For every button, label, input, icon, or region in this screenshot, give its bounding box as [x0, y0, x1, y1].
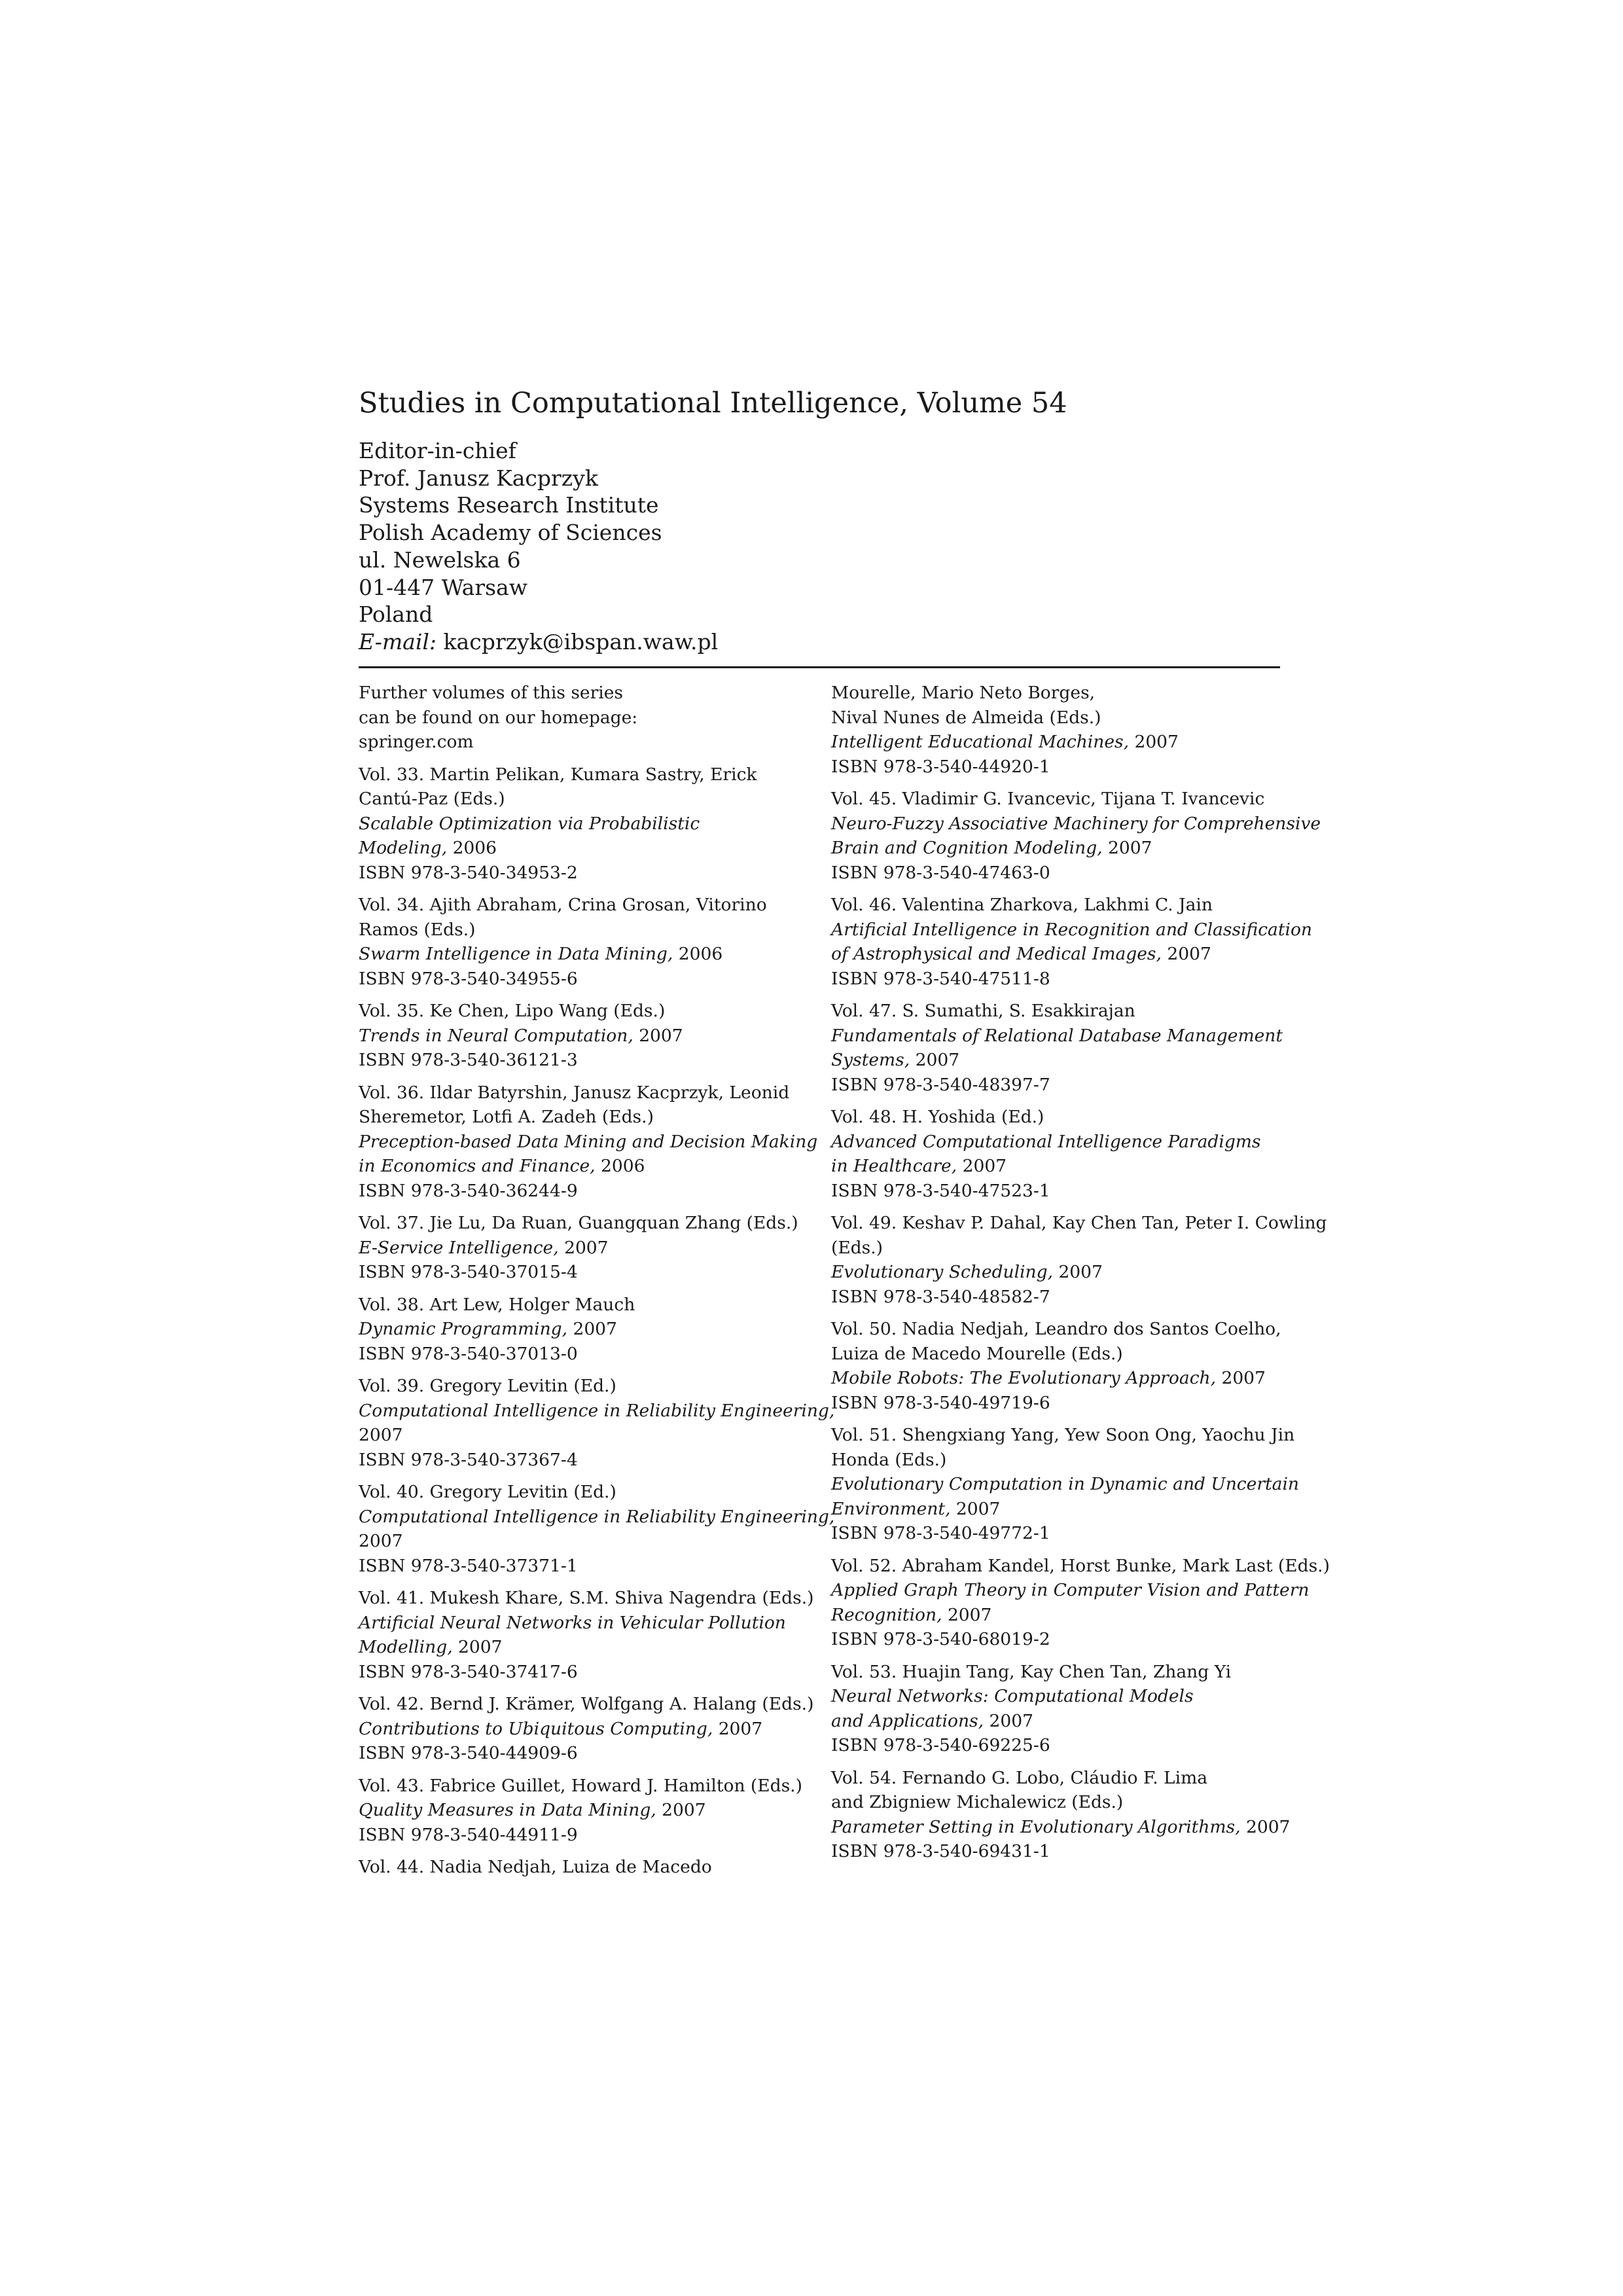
entry-line: 2007 — [359, 1425, 403, 1445]
volume-entry — [831, 1554, 1330, 1652]
entry-line: Vol. 39. Gregory Levitin (Ed.) — [359, 1376, 616, 1396]
entry-title-text: in Healthcare, — [831, 1156, 957, 1176]
entry-title-text: Dynamic Programming, — [359, 1319, 568, 1339]
entry-line: Vol. 49. Keshav P. Dahal, Kay Chen Tan, Peter I. Cowling — [831, 1213, 1327, 1233]
entry-line: Vol. 50. Nadia Nedjah, Leandro dos Santos Coelho, — [831, 1319, 1281, 1339]
volume-entry — [359, 1211, 810, 1285]
entry-line: Nival Nunes de Almeida (Eds.) — [831, 707, 1101, 728]
entry-line: Vol. 40. Gregory Levitin (Ed.) — [359, 1482, 616, 1502]
editor-name: Prof. Janusz Kacprzyk — [359, 465, 598, 491]
entry-line: ISBN 978-3-540-36244-9 — [359, 1180, 578, 1201]
entry-line: ISBN 978-3-540-69431-1 — [831, 1841, 1050, 1861]
entry-title-text: Contributions to Ubiquitous Computing, — [359, 1718, 713, 1739]
editor-heading: Editor-in-chief — [359, 438, 516, 463]
entry-text: 2006 — [673, 944, 723, 964]
entry-text: 2007 — [713, 1718, 763, 1739]
entry-line: Vol. 44. Nadia Nedjah, Luiza de Macedo — [359, 1857, 712, 1877]
entry-title-text: Recognition, — [831, 1604, 942, 1625]
entry-line — [831, 1366, 1283, 1391]
entry-text: 2007 — [633, 1025, 683, 1046]
entry-line: Neural Networks: Computational Models — [831, 1686, 1194, 1706]
entry-title-text: Intelligent Educational Machines, — [831, 732, 1130, 752]
entry-text: 2006 — [447, 838, 497, 858]
entry-line: Vol. 53. Huajin Tang, Kay Chen Tan, Zhang Yi — [831, 1661, 1232, 1682]
entry-line: Honda (Eds.) — [831, 1449, 947, 1470]
entry-line: Vol. 43. Fabrice Guillet, Howard J. Hamilton (Eds.) — [359, 1775, 802, 1796]
entry-line: ISBN 978-3-540-47523-1 — [831, 1180, 1050, 1201]
entry-line: 2007 — [359, 1531, 403, 1551]
entry-line: Luiza de Macedo Mourelle (Eds.) — [831, 1343, 1123, 1364]
volume-entry — [359, 681, 810, 755]
volume-entry — [359, 1586, 814, 1684]
volume-entry — [359, 1692, 814, 1766]
entry-line: Neuro-Fuzzy Associative Machinery for Comprehensive — [831, 813, 1321, 834]
entry-line: Advanced Computational Intelligence Paradigms — [831, 1131, 1261, 1152]
horizontal-rule — [359, 666, 1280, 668]
entry-text: 2007 — [558, 1237, 609, 1258]
entry-line — [359, 1154, 810, 1179]
entry-line — [831, 1048, 1283, 1073]
volume-entry — [831, 893, 1312, 991]
volume-entry — [359, 1081, 818, 1204]
entry-title-text: Evolutionary Scheduling, — [831, 1262, 1054, 1282]
volume-entry — [831, 681, 1283, 779]
series-title: Studies in Computational Intelligence, Volume 54 — [359, 387, 1067, 420]
entry-line: ISBN 978-3-540-44920-1 — [831, 756, 1050, 777]
entry-line — [359, 1317, 810, 1342]
entry-line — [359, 1717, 810, 1742]
volume-entry — [831, 1766, 1291, 1864]
entry-line — [359, 1798, 810, 1823]
volume-list-left-column — [359, 681, 835, 1888]
entry-text: 2007 — [1053, 1262, 1103, 1282]
volume-entry — [359, 1480, 835, 1578]
entry-line: ISBN 978-3-540-44911-9 — [359, 1824, 578, 1845]
entry-line — [831, 1815, 1291, 1840]
entry-line: Scalable Optimization via Probabilistic — [359, 813, 700, 834]
email-address: kacprzyk@ibspan.waw.pl — [443, 628, 719, 655]
volume-entry — [359, 1774, 810, 1848]
editor-academy: Polish Academy of Sciences — [359, 520, 662, 546]
volume-entry — [359, 893, 810, 991]
entry-line: ISBN 978-3-540-44909-6 — [359, 1743, 578, 1763]
entry-line: Cantú-Paz (Eds.) — [359, 789, 505, 809]
editor-city: 01-447 Warsaw — [359, 574, 527, 600]
entry-text: 2007 — [567, 1319, 617, 1339]
entry-line: Applied Graph Theory in Computer Vision and Pattern — [831, 1580, 1310, 1600]
entry-line: Computational Intelligence in Reliability Engineering, — [359, 1400, 835, 1421]
entry-line: Further volumes of this series — [359, 683, 624, 703]
volume-entry — [359, 999, 810, 1073]
entry-line: ISBN 978-3-540-69225-6 — [831, 1735, 1050, 1755]
entry-line — [831, 1603, 1283, 1628]
entry-line — [831, 1154, 1283, 1179]
volume-entry — [831, 787, 1321, 885]
entry-text: 2007 — [1216, 1368, 1266, 1388]
entry-line: Vol. 34. Ajith Abraham, Crina Grosan, Vitorino — [359, 895, 767, 915]
volume-entry — [831, 999, 1283, 1097]
entry-line — [831, 1709, 1283, 1734]
volume-entry — [359, 1855, 810, 1880]
entry-line — [359, 1635, 810, 1660]
entry-line — [359, 1236, 810, 1261]
editor-country: Poland — [359, 601, 433, 628]
entry-title-text: Brain and Cognition Modeling, — [831, 838, 1103, 858]
entry-line: Sheremetor, Lotfi A. Zadeh (Eds.) — [359, 1107, 654, 1127]
entry-line: can be found on our homepage: — [359, 707, 638, 728]
entry-line: Vol. 41. Mukesh Khare, S.M. Shiva Nagendra (Eds.) — [359, 1588, 814, 1608]
entry-text: 2007 — [957, 1156, 1007, 1176]
entry-title-text: Environment, — [831, 1498, 951, 1519]
email-label: E-mail: — [359, 628, 437, 655]
entry-line: ISBN 978-3-540-49772-1 — [831, 1523, 1050, 1543]
entry-line: ISBN 978-3-540-34953-2 — [359, 862, 578, 883]
entry-line: Ramos (Eds.) — [359, 919, 476, 940]
volume-entry — [359, 762, 810, 886]
entry-line: ISBN 978-3-540-48582-7 — [831, 1286, 1050, 1307]
entry-text: 2007 — [1129, 732, 1179, 752]
entry-line: Vol. 51. Shengxiang Yang, Yew Soon Ong, Yaochu Jin — [831, 1425, 1295, 1445]
volume-entry — [359, 1374, 835, 1472]
entry-title-text: E-Service Intelligence, — [359, 1237, 559, 1258]
entry-line — [359, 942, 810, 967]
entry-line — [831, 1260, 1283, 1285]
entry-text: 2007 — [984, 1710, 1033, 1731]
entry-line: Vol. 33. Martin Pelikan, Kumara Sastry, Erick — [359, 764, 757, 785]
entry-title-text: Modelling, — [359, 1637, 453, 1657]
entry-line: Vol. 37. Jie Lu, Da Ruan, Guangquan Zhang (Eds.) — [359, 1213, 798, 1233]
entry-line: Mourelle, Mario Neto Borges, — [831, 683, 1096, 703]
entry-line: ISBN 978-3-540-37015-4 — [359, 1262, 578, 1282]
entry-title-text: Trends in Neural Computation, — [359, 1025, 633, 1046]
entry-title-text: in Economics and Finance, — [359, 1156, 596, 1176]
entry-text: 2006 — [595, 1156, 645, 1176]
entry-line: Artificial Intelligence in Recognition and Classification — [831, 919, 1312, 940]
editor-email-line — [359, 628, 718, 656]
entry-line: Vol. 42. Bernd J. Krämer, Wolfgang A. Halang (Eds.) — [359, 1694, 814, 1714]
entry-line — [831, 1497, 1283, 1522]
entry-line: ISBN 978-3-540-48397-7 — [831, 1074, 1050, 1095]
entry-text: 2007 — [656, 1800, 706, 1820]
volume-entry — [831, 1660, 1283, 1758]
entry-line: ISBN 978-3-540-36121-3 — [359, 1050, 578, 1070]
entry-line: Vol. 48. H. Yoshida (Ed.) — [831, 1107, 1044, 1127]
entry-line: Evolutionary Computation in Dynamic and Uncertain — [831, 1474, 1299, 1494]
entry-line: Vol. 35. Ke Chen, Lipo Wang (Eds.) — [359, 1001, 666, 1021]
volume-entry — [831, 1105, 1283, 1203]
entry-line: ISBN 978-3-540-37371-1 — [359, 1555, 578, 1576]
volume-entry — [359, 1293, 810, 1367]
entry-title-text: of Astrophysical and Medical Images, — [831, 944, 1162, 964]
entry-text: 2007 — [942, 1604, 992, 1625]
entry-title-text: Systems, — [831, 1050, 910, 1070]
entry-line: (Eds.) — [831, 1237, 883, 1258]
entry-text: 2007 — [1240, 1816, 1291, 1837]
entry-line: ISBN 978-3-540-37013-0 — [359, 1343, 578, 1364]
entry-line — [831, 942, 1283, 967]
entry-text: 2007 — [452, 1637, 503, 1657]
volume-entry — [831, 1423, 1299, 1546]
entry-line — [831, 730, 1283, 755]
entry-line: ISBN 978-3-540-37417-6 — [359, 1661, 578, 1682]
entry-line: ISBN 978-3-540-37367-4 — [359, 1449, 578, 1470]
entry-line: Vol. 52. Abraham Kandel, Horst Bunke, Mark Last (Eds.) — [831, 1555, 1330, 1576]
entry-line: Vol. 45. Vladimir G. Ivancevic, Tijana T. Ivancevic — [831, 789, 1265, 809]
entry-title-text: Parameter Setting in Evolutionary Algorithms, — [831, 1816, 1241, 1837]
entry-line: and Zbigniew Michalewicz (Eds.) — [831, 1792, 1124, 1812]
entry-line: ISBN 978-3-540-68019-2 — [831, 1629, 1050, 1649]
volume-entry — [831, 1317, 1283, 1415]
entry-line: Vol. 46. Valentina Zharkova, Lakhmi C. Jain — [831, 895, 1213, 915]
entry-line — [359, 1024, 810, 1049]
entry-title-text: Modeling, — [359, 838, 448, 858]
entry-text: 2007 — [910, 1050, 960, 1070]
entry-line: Vol. 36. Ildar Batyrshin, Janusz Kacprzyk, Leonid — [359, 1082, 790, 1103]
entry-line: Vol. 47. S. Sumathi, S. Esakkirajan — [831, 1001, 1135, 1021]
entry-title-text: Quality Measures in Data Mining, — [359, 1800, 656, 1820]
entry-line: ISBN 978-3-540-47463-0 — [831, 862, 1050, 883]
entry-line: ISBN 978-3-540-49719-6 — [831, 1392, 1050, 1413]
entry-title-text: Swarm Intelligence in Data Mining, — [359, 944, 673, 964]
entry-line — [359, 836, 810, 861]
entry-text: 2007 — [1161, 944, 1211, 964]
editor-institute: Systems Research Institute — [359, 492, 659, 518]
entry-line: Vol. 54. Fernando G. Lobo, Cláudio F. Lima — [831, 1767, 1208, 1788]
entry-line: ISBN 978-3-540-34955-6 — [359, 968, 578, 989]
entry-line — [831, 836, 1283, 861]
entry-line: Artificial Neural Networks in Vehicular Pollution — [359, 1612, 786, 1633]
entry-line: ISBN 978-3-540-47511-8 — [831, 968, 1050, 989]
entry-line: springer.com — [359, 732, 474, 752]
volume-entry — [831, 1211, 1327, 1309]
volume-list-right-column — [831, 681, 1330, 1872]
entry-line: Computational Intelligence in Reliability Engineering, — [359, 1506, 835, 1527]
entry-title-text: and Applications, — [831, 1710, 984, 1731]
editor-street: ul. Newelska 6 — [359, 547, 521, 573]
entry-text: 2007 — [950, 1498, 1001, 1519]
entry-line: Vol. 38. Art Lew, Holger Mauch — [359, 1294, 635, 1315]
entry-text: 2007 — [1102, 838, 1152, 858]
entry-title-text: Mobile Robots: The Evolutionary Approach, — [831, 1368, 1217, 1388]
entry-line: Fundamentals of Relational Database Management — [831, 1025, 1283, 1046]
editor-address-block — [359, 437, 718, 656]
entry-line: Preception-based Data Mining and Decision Making — [359, 1131, 818, 1152]
